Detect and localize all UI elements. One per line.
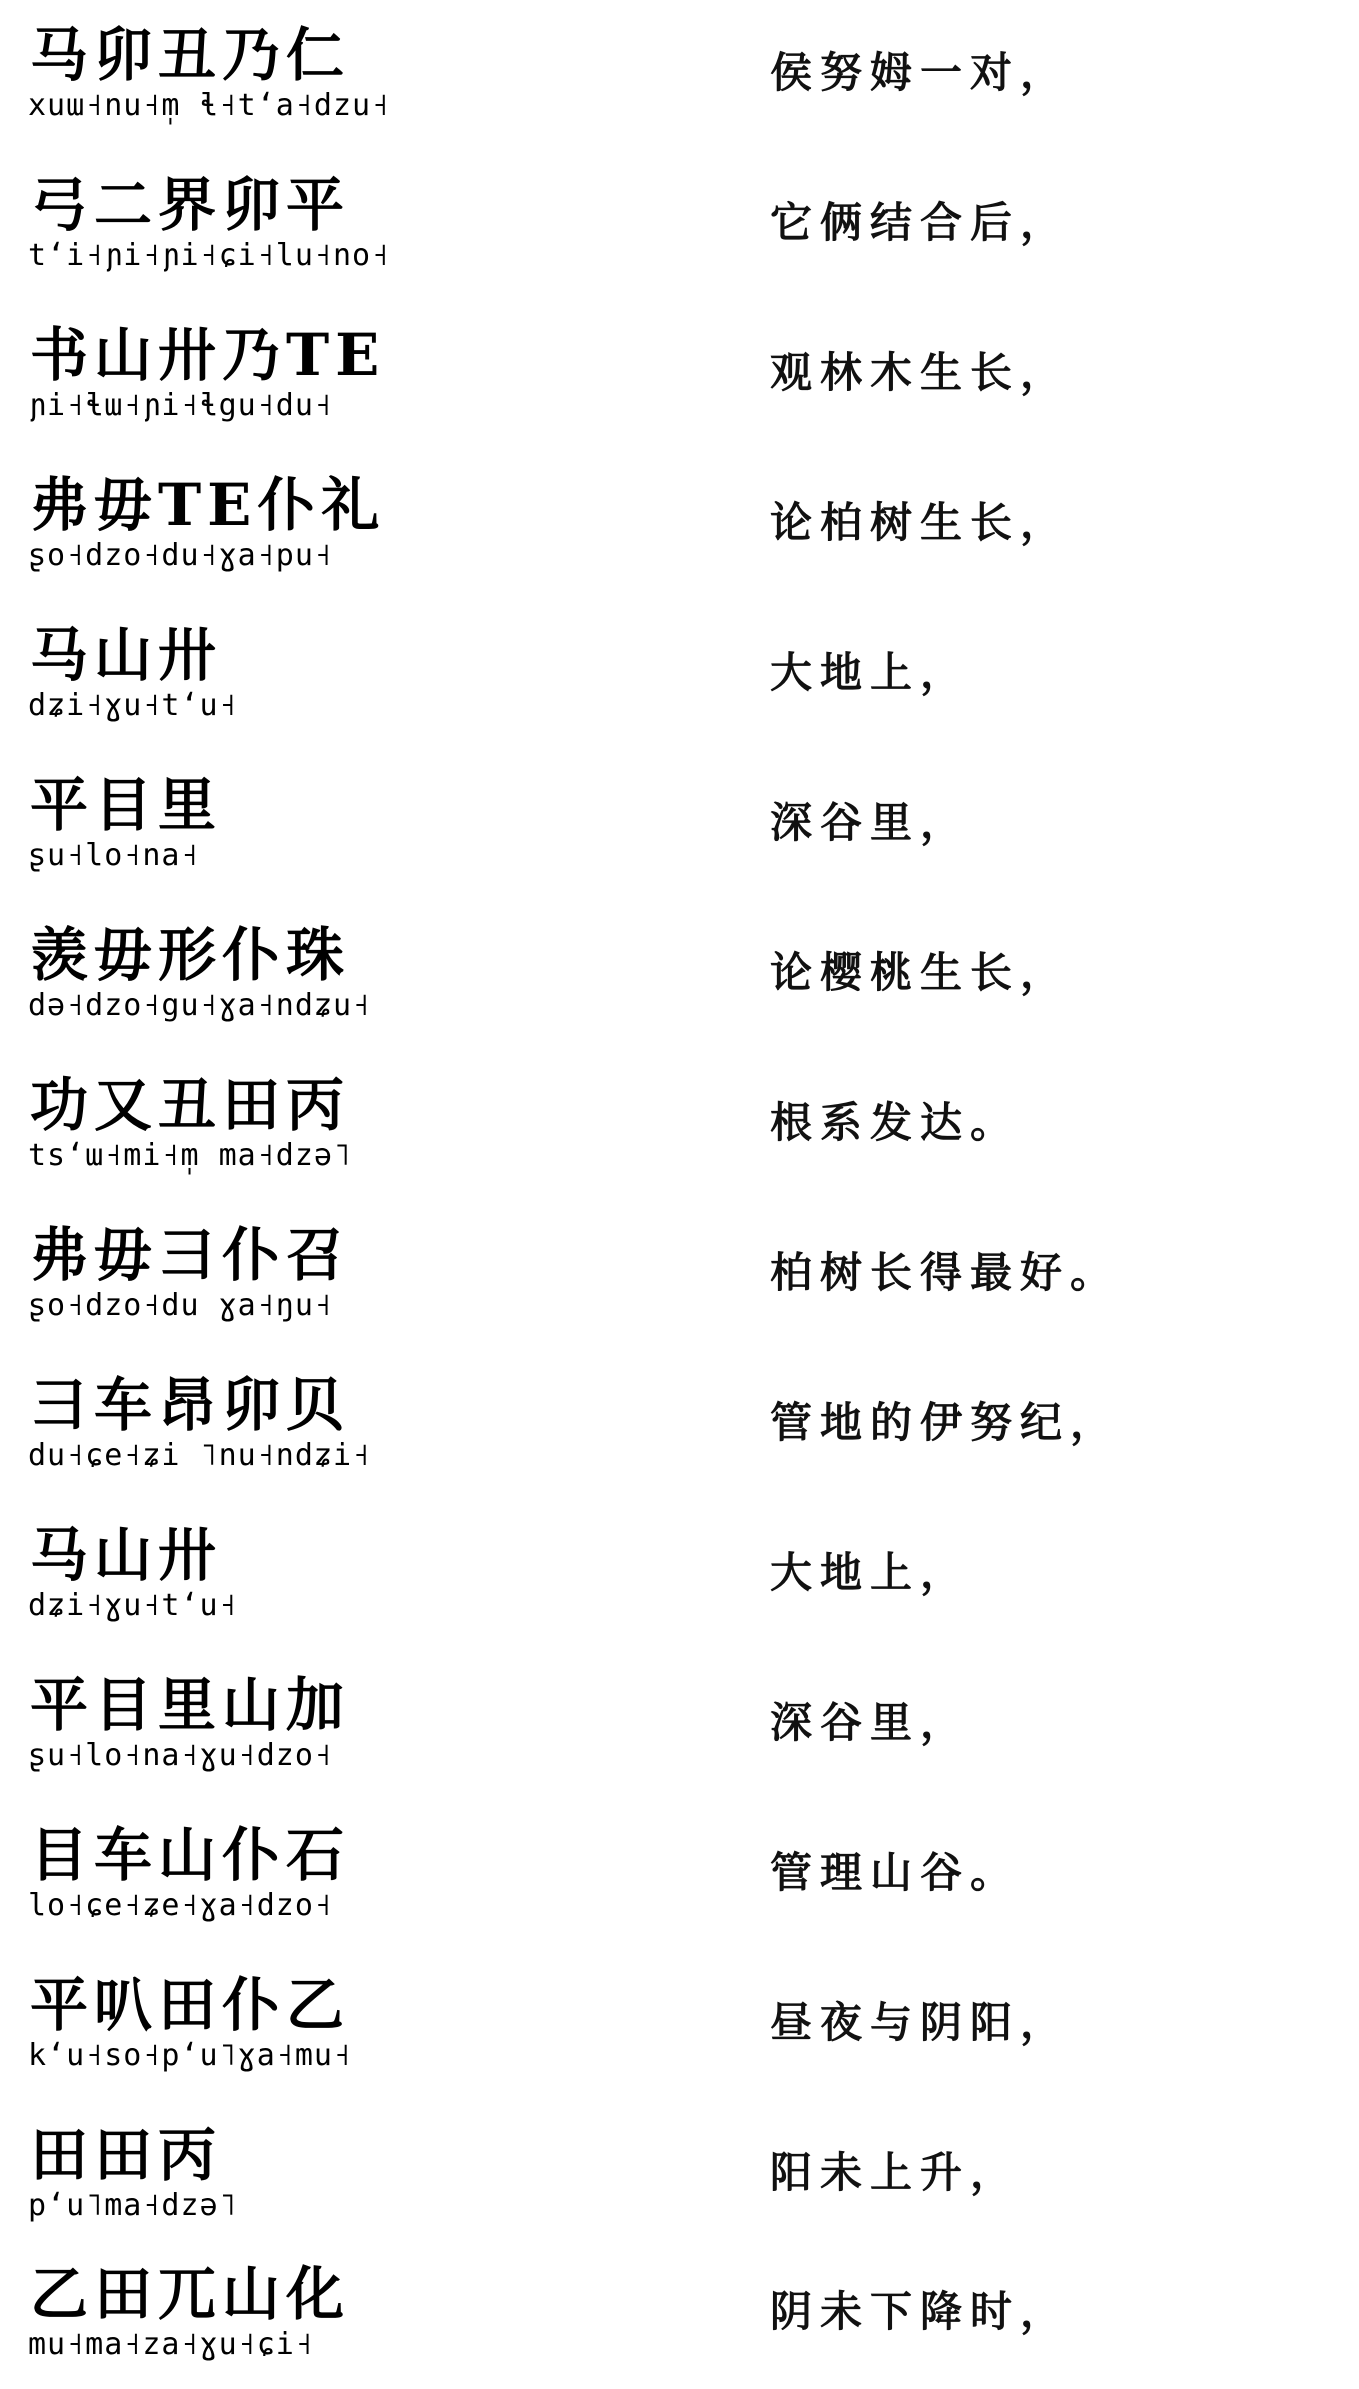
ipa-transcription: ʂu˧lo˧na˧ — [28, 838, 200, 873]
chinese-translation: 阳未上升， — [770, 2148, 1021, 2197]
yi-glyphs: 功又丑田丙 — [30, 1071, 351, 1139]
yi-script-block — [20, 0, 470, 150]
yi-glyphs: 弗毋TE仆礼 — [30, 471, 386, 539]
ipa-transcription: mu˧ma˧za˧ɣu˧ɕi˧ — [28, 2327, 314, 2362]
yi-glyphs: 目车山仆石 — [30, 1821, 351, 1889]
chinese-translation: 大地上， — [770, 648, 971, 697]
ipa-transcription: kʻu˧so˧pʻu˥ɣa˧mu˧ — [28, 2038, 353, 2073]
yi-glyphs: 平目里 — [30, 771, 223, 839]
ipa-transcription: də˧dzo˧gu˧ɣa˧ndʑu˧ — [28, 988, 372, 1023]
yi-glyphs: 羡毋形仆珠 — [30, 921, 351, 989]
chinese-translation: 昼夜与阴阳， — [770, 1998, 1071, 2047]
chinese-translation: 管地的伊努纪， — [770, 1398, 1121, 1447]
yi-script-block — [20, 750, 470, 900]
yi-script-block — [20, 1800, 470, 1950]
yi-script-block — [20, 300, 470, 450]
yi-script-block — [20, 2239, 470, 2389]
verse-row — [0, 300, 1359, 450]
yi-glyphs: 马山卅 — [30, 1521, 223, 1589]
yi-script-block — [20, 1950, 470, 2100]
verse-row — [0, 1350, 1359, 1500]
yi-script-block — [20, 2100, 470, 2250]
verse-row — [0, 1200, 1359, 1350]
verse-row — [0, 2100, 1359, 2250]
verse-row — [0, 1500, 1359, 1650]
chinese-translation: 侯努姆一对， — [770, 48, 1071, 97]
yi-glyphs: 弗毋彐仆召 — [30, 1221, 351, 1289]
yi-script-block — [20, 1050, 470, 1200]
verse-row — [0, 600, 1359, 750]
ipa-transcription: ɲi˧ɬɯ˧ɲi˧ɬgu˧du˧ — [28, 388, 333, 423]
chinese-translation: 它俩结合后， — [770, 198, 1071, 247]
ipa-transcription: du˧ɕe˧ʑi ˥nu˧ndʑi˧ — [28, 1438, 372, 1473]
ipa-transcription: lo˧ɕe˧ʑe˧ɣa˧dzo˧ — [28, 1888, 333, 1923]
chinese-translation: 阴未下降时， — [770, 2287, 1071, 2336]
yi-glyphs: 弓二界卯平 — [30, 171, 351, 239]
verse-row — [0, 1950, 1359, 2100]
verse-row — [0, 450, 1359, 600]
ipa-transcription: ʂo˧dzo˧du ɣa˧ŋu˧ — [28, 1288, 333, 1323]
ipa-transcription: tsʻɯ˧mi˧m̩ ma˧dzə˥ — [28, 1138, 353, 1173]
ipa-transcription: ʂu˧lo˧na˧ɣu˧dzo˧ — [28, 1738, 333, 1773]
chinese-translation: 管理山谷。 — [770, 1848, 1021, 1897]
verse-row — [0, 0, 1359, 150]
verse-row — [0, 900, 1359, 1050]
yi-glyphs: 马山卅 — [30, 621, 223, 689]
yi-script-block — [20, 450, 470, 600]
verse-row — [0, 1650, 1359, 1800]
ipa-transcription: ʂo˧dzo˧du˧ɣa˧pu˧ — [28, 538, 333, 573]
ipa-transcription: dʑi˧ɣu˧tʻu˧ — [28, 1588, 238, 1623]
chinese-translation: 观林木生长， — [770, 348, 1071, 397]
yi-glyphs: 田田丙 — [30, 2121, 223, 2189]
chinese-translation: 柏树长得最好。 — [770, 1248, 1121, 1297]
yi-script-block — [20, 150, 470, 300]
chinese-translation: 大地上， — [770, 1548, 971, 1597]
verse-row — [0, 2239, 1359, 2389]
chinese-translation: 论柏树生长， — [770, 498, 1071, 547]
verse-row — [0, 1800, 1359, 1950]
ipa-transcription: tʻi˧ɲi˧ɲi˧ɕi˧lu˧no˧ — [28, 238, 391, 273]
chinese-translation: 深谷里， — [770, 798, 971, 847]
yi-glyphs: 乙田兀山化 — [30, 2260, 351, 2328]
verse-row — [0, 1050, 1359, 1200]
ipa-transcription: xuɯ˧nu˧m̩ ɬ˧tʻa˧dzu˧ — [28, 88, 391, 123]
yi-script-block — [20, 1650, 470, 1800]
yi-glyphs: 马卯丑乃仁 — [30, 21, 351, 89]
chinese-translation: 根系发达。 — [770, 1098, 1021, 1147]
yi-glyphs: 平目里山加 — [30, 1671, 351, 1739]
ipa-transcription: pʻu˥ma˧dzə˥ — [28, 2188, 238, 2223]
yi-script-block — [20, 1350, 470, 1500]
ipa-transcription: dʑi˧ɣu˧tʻu˧ — [28, 688, 238, 723]
yi-glyphs: 书山卅乃TE — [30, 321, 386, 389]
chinese-translation: 深谷里， — [770, 1698, 971, 1747]
verse-row — [0, 150, 1359, 300]
yi-glyphs: 平叭田仆乙 — [30, 1971, 351, 2039]
yi-script-block — [20, 1200, 470, 1350]
yi-glyphs: 彐车昂卯贝 — [30, 1371, 351, 1439]
verse-row — [0, 750, 1359, 900]
yi-script-block — [20, 600, 470, 750]
yi-script-block — [20, 1500, 470, 1650]
yi-script-block — [20, 900, 470, 1050]
chinese-translation: 论樱桃生长， — [770, 948, 1071, 997]
